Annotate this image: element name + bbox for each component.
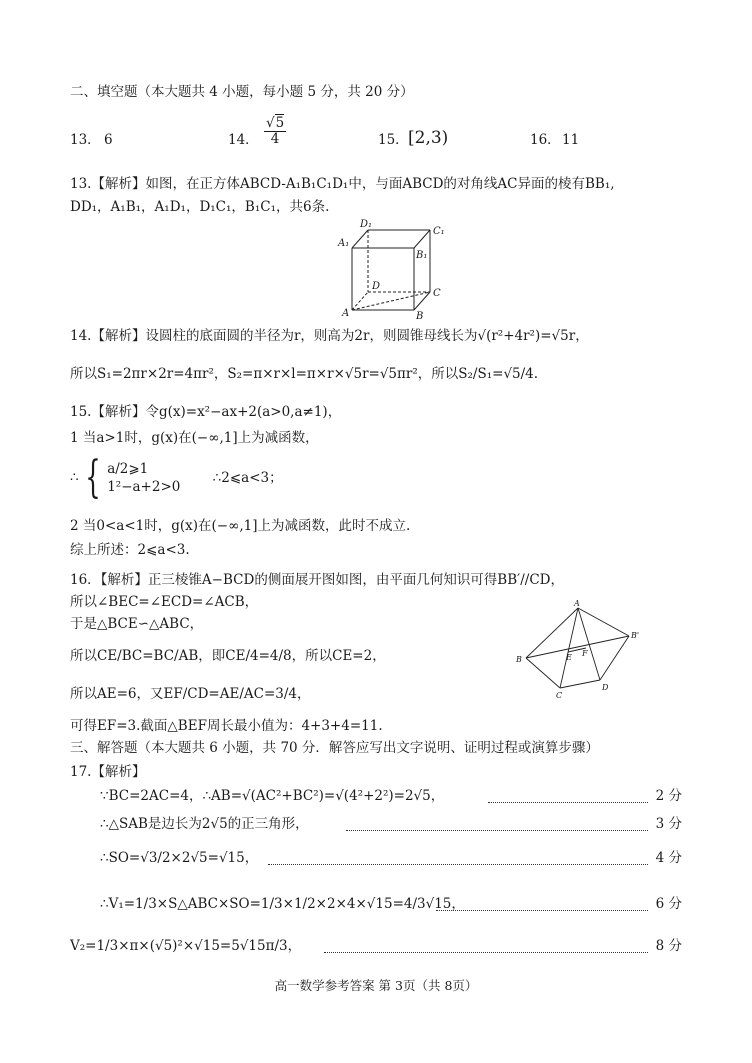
q17-step5: V₂=1/3×π×(√5)²×√15=5√15π/3， — [70, 938, 302, 954]
q14-line2: 所以S₁=2πr×2r=4πr²，S₂=π×r×l=π×r×√5r=√5πr²，所以S₂/S₁=√5/4. — [70, 366, 539, 382]
q16-line5: 所以AE=6，又EF/CD=AE/AC=3/4， — [70, 686, 311, 702]
q17-step3: ∴SO=√3/2×2√5=√15， — [100, 850, 259, 866]
q16-line1: 16．【解析】正三棱锥A−BCD的侧面展开图如图，由平面几何知识可得BB′//CD， — [70, 572, 564, 588]
answer-14-value: $\frac{√5}{4}$ — [266, 115, 285, 147]
q17-score2: 3 分 — [655, 816, 682, 832]
leader-dots — [268, 864, 648, 865]
cube-label-B: B — [416, 311, 424, 320]
q16-line2: 所以∠BEC=∠ECD=∠ACB， — [70, 594, 259, 610]
q15-line5: 综上所述：2⩽a<3. — [70, 542, 190, 558]
answer-14-number: 14． — [228, 132, 259, 148]
q15-system: ∴ { a/2⩾1 1²−a+2>0 ∴2⩽a<3； — [70, 452, 283, 503]
q16-line4: 所以CE/BC=BC/AB，即CE/4=4/8，所以CE=2， — [70, 648, 386, 664]
q15-system-top: a/2⩾1 — [107, 461, 149, 477]
fig16-label-D: D — [602, 683, 609, 692]
answer-15-value: [2,3) — [408, 128, 449, 148]
unfolded-pyramid-figure — [508, 598, 648, 702]
q15-line1: 15.【解析】令g(x)=x²−ax+2(a>0,a≠1)， — [70, 404, 342, 420]
q17-title: 17.【解析】 — [70, 764, 146, 780]
section3-header: 三、解答题（本大题共 6 小题，共 70 分．解答应写出文字说明、证明过程或演算步骤） — [70, 740, 599, 756]
q17-score1: 2 分 — [655, 788, 682, 804]
q17-step4: ∴V₁=1/3×S△ABC×SO=1/3×1/2×2×4×√15=4/3√15， — [100, 896, 465, 912]
cube-label-B1: B₁ — [416, 250, 428, 261]
cube-label-C: C — [433, 288, 441, 299]
cube-label-C1: C₁ — [433, 226, 445, 237]
cube-label-D: D — [372, 281, 381, 292]
section2-header: 二、填空题（本大题共 4 小题，每小题 5 分，共 20 分） — [70, 84, 414, 100]
leader-dots — [346, 830, 648, 831]
q13-line1: 13.【解析】如图，在正方体ABCD-A₁B₁C₁D₁中，与面ABCD的对角线AC异面的棱有BB₁, — [70, 176, 615, 192]
answer-15-number: 15． — [378, 132, 409, 148]
q17-step2: ∴△SAB是边长为2√5的正三角形， — [100, 816, 309, 832]
fig16-label-B: B — [516, 655, 522, 664]
q17-score4: 6 分 — [655, 896, 682, 912]
q16-line3: 于是△BCE∽△ABC， — [70, 616, 204, 632]
page-footer: 高一数学参考答案 第 3页（共 8页） — [274, 978, 478, 993]
cube-label-A1: A₁ — [338, 238, 350, 249]
cube-figure — [330, 216, 450, 320]
cube-label-A: A — [342, 308, 350, 319]
leader-dots — [324, 952, 648, 953]
answer-16-value: 11 — [562, 132, 580, 148]
fig16-label-F: F — [582, 649, 588, 658]
q17-step1: ∵BC=2AC=4，∴AB=√(AC²+BC²)=√(4²+2²)=2√5， — [100, 788, 445, 804]
fig16-label-C: C — [556, 691, 563, 700]
fig16-label-Bprime: B' — [631, 631, 640, 640]
answer-16-number: 16． — [530, 132, 561, 148]
fig16-label-A: A — [574, 599, 580, 608]
q17-score3: 4 分 — [655, 850, 682, 866]
q15-system-result: ∴2⩽a<3； — [212, 469, 283, 486]
cube-label-D1: D₁ — [360, 219, 373, 230]
q17-score5: 8 分 — [655, 938, 682, 954]
left-brace-icon: { — [85, 452, 101, 503]
leader-dots — [488, 802, 648, 803]
q13-line2: DD₁，A₁B₁，A₁D₁，D₁C₁，B₁C₁，共6条. — [70, 199, 330, 215]
q16-line6: 可得EF=3.截面△BEF周长最小值为：4+3+4=11. — [70, 718, 383, 734]
leader-dots — [436, 910, 648, 911]
q14-line1: 14.【解析】设圆柱的底面圆的半径为r，则高为2r，则圆锥母线长为√(r²+4r²)=√5r， — [70, 328, 589, 344]
answer-13-number: 13． — [70, 132, 101, 148]
fig16-label-E: E — [566, 653, 572, 662]
q15-line2: 1 当a>1时，g(x)在(−∞,1]上为减函数， — [70, 430, 319, 446]
answer-13-value: 6 — [104, 132, 113, 148]
q15-system-bottom: 1²−a+2>0 — [107, 479, 181, 495]
q15-line4: 2 当0<a<1时，g(x)在(−∞,1]上为减函数，此时不成立. — [70, 518, 411, 534]
